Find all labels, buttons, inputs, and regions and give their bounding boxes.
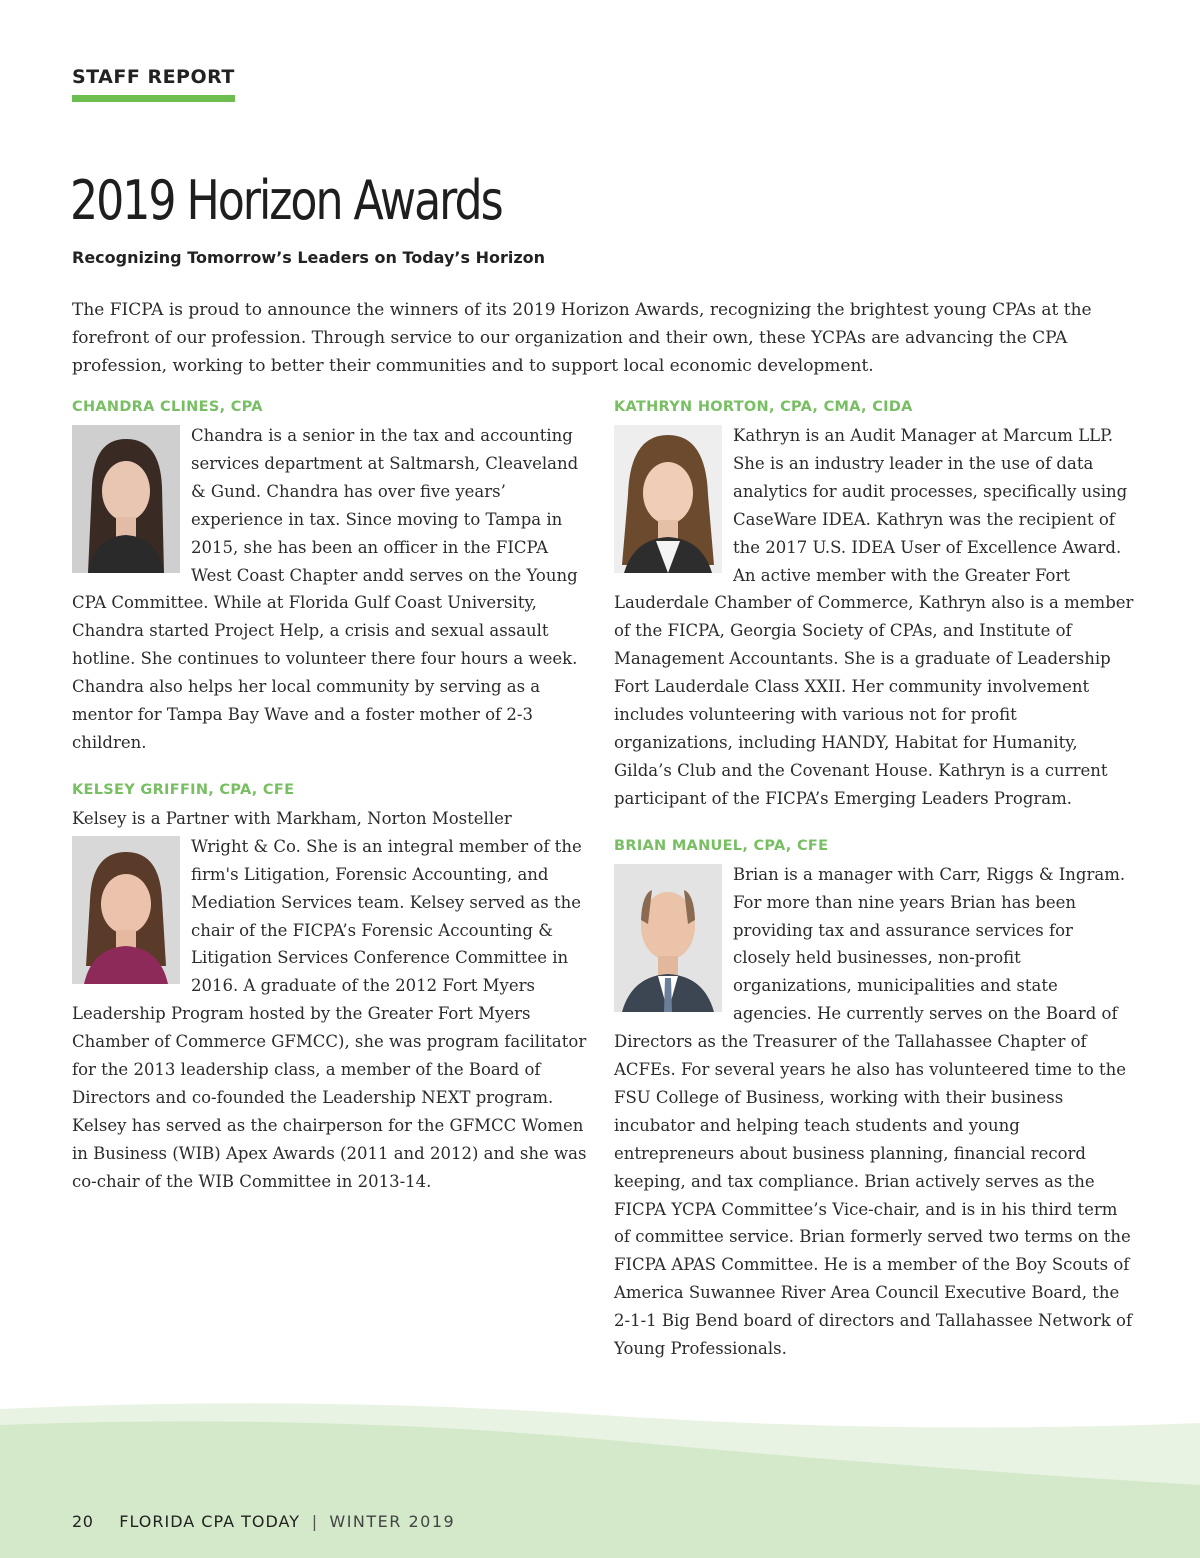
winner-name: KATHRYN HORTON, CPA, CMA, CIDA [614, 399, 913, 415]
issue-label: WINTER 2019 [329, 1512, 456, 1531]
portrait-photo [614, 864, 722, 1012]
winner-profile-chandra [72, 396, 587, 757]
article-subtitle: Recognizing Tomorrow’s Leaders on Today’s Horizon [72, 248, 546, 267]
portrait-photo [72, 836, 180, 984]
portrait-photo [614, 425, 722, 573]
right-column [614, 396, 1134, 1363]
section-label: STAFF REPORT [72, 66, 235, 88]
section-underline [72, 95, 235, 102]
winner-bio: Kathryn is an Audit Manager at Marcum LLP. She is an industry leader in the use of data analytics for audit processes, specifically using CaseWare IDEA. Kathryn was the recipient of the 2017 U.S. IDEA User of Excellence Award. An active member with the Greater Fort Lauderdale Chamber of Commerce, Kathryn also is a member of the FICPA, Georgia Society of CPAs, and Institute of Management Accountants. She is a graduate of Leadership Fort Lauderdale Class XXII. Her community involvement includes volunteering with various not for profit organizations, including HANDY, Habitat for Humanity, Gilda’s Club and the Covenant House. Kathryn is a current participant of the FICPA’s Emerging Leaders Program. [614, 426, 1134, 808]
article-title: 2019 Horizon Awards [70, 169, 502, 232]
winner-profile-kathryn [614, 396, 1134, 813]
winner-bio: Brian is a manager with Carr, Riggs & Ingram. For more than nine years Brian has been providing tax and assurance services for closely held businesses, non-profit organizations, municipalities and state agencies. He currently serves on the Board of Directors as the Treasurer of the Tallahassee Chapter of ACFEs. For several years he also has volunteered time to the FSU College of Business, working with their business incubator and helping teach students and young entrepreneurs about business planning, financial record keeping, and tax compliance. Brian actively serves as the FICPA YCPA Committee’s Vice-chair, and is in his third term of committee service. Brian formerly served two terms on the FICPA APAS Committee. He is a member of the Boy Scouts of America Suwannee River Area Council Executive Board, the 2-1-1 Big Bend board of directors and Tallahassee Network of Young Professionals. [614, 864, 1133, 1359]
portrait-photo [72, 425, 180, 573]
left-column [72, 396, 587, 1196]
winner-name: BRIAN MANUEL, CPA, CFE [614, 837, 829, 854]
footer-wave [0, 1395, 1200, 1558]
winner-profile-kelsey [72, 779, 587, 1196]
page-footer [72, 1512, 455, 1531]
winner-bio: Wright & Co. She is an integral member of the firm's Litigation, Forensic Accounting, and Mediation Services team. Kelsey served as the chair of the FICPA’s Forensic Accounting & Litigation Services Conference Committee in 2016. A graduate of the 2012 Fort Myers Leadership Program hosted by the Greater Fort Myers Chamber of Commerce GFMCC), she was program facilitator for the 2013 leadership class, a member of the Board of Directors and co-founded the Leadership NEXT program. Kelsey has served as the chairperson for the GFMCC Women in Business (WIB) Apex Awards (2011 and 2012) and she was co-chair of the WIB Committee in 2013-14. [72, 836, 587, 1191]
footer-separator: | [311, 1512, 318, 1531]
page-number: 20 [72, 1512, 94, 1531]
winner-name: CHANDRA CLINES, CPA [72, 399, 263, 415]
article-intro: The FICPA is proud to announce the winners of its 2019 Horizon Awards, recognizing the brightest young CPAs at the forefront of our profession. Through service to our organization and their own, these YCPAs are advancing the CPA profession, working to better their communities and to support local economic development. [72, 300, 1092, 376]
winner-bio: Chandra is a senior in the tax and accounting services department at Saltmarsh, Cleaveland & Gund. Chandra has over five years’ experience in tax. Since moving to Tampa in 2015, she has been an officer in the FICPA West Coast Chapter andd serves on the Young CPA Committee. While at Florida Gulf Coast University, Chandra started Project Help, a crisis and sexual assault hotline. She continues to volunteer there four hours a week. Chandra also helps her local community by serving as a mentor for Tampa Bay Wave and a foster mother of 2-3 children. [72, 426, 579, 752]
winner-name: KELSEY GRIFFIN, CPA, CFE [72, 781, 295, 798]
magazine-name: FLORIDA CPA TODAY [119, 1512, 301, 1531]
winner-profile-brian [614, 835, 1134, 1363]
winner-bio-lead: Kelsey is a Partner with Markham, Norton Mosteller [72, 808, 512, 828]
